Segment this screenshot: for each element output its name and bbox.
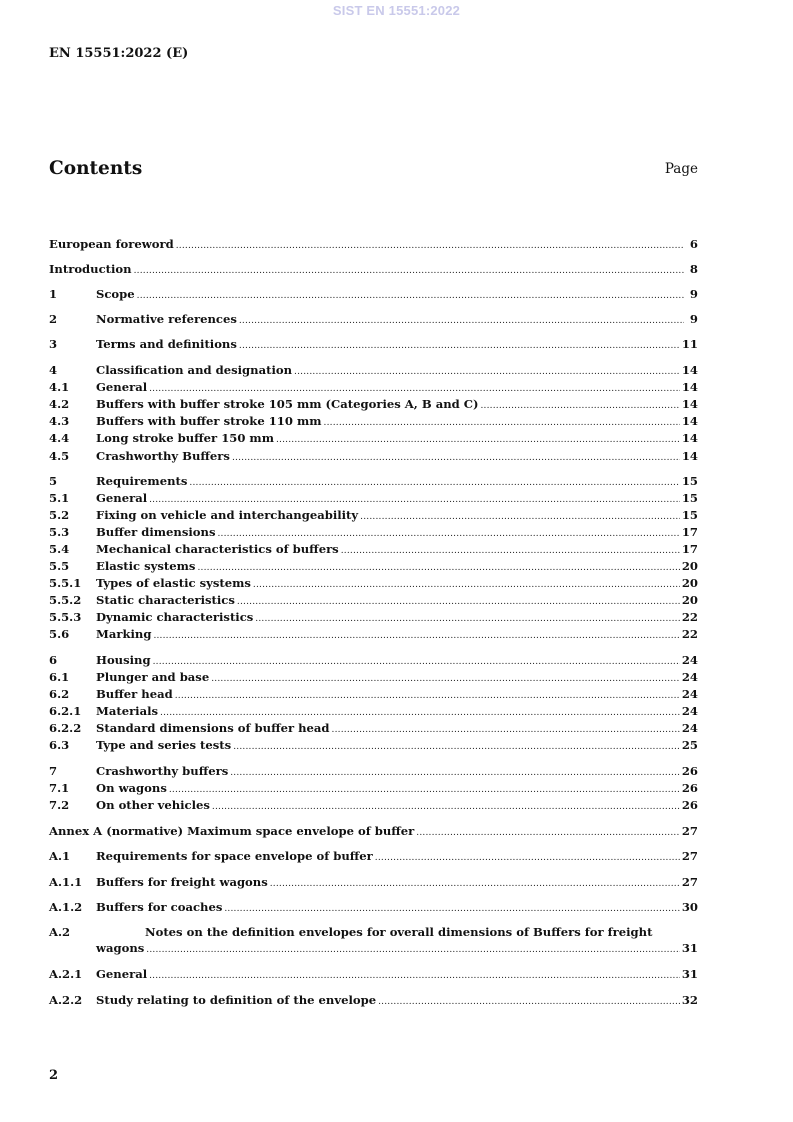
toc-leader-dots [153, 654, 680, 670]
toc-leader-dots [294, 364, 680, 380]
toc-entry-title: Buffers for freight wagons [96, 875, 268, 889]
toc-entry[interactable] [49, 992, 698, 1010]
toc-leader-dots [212, 799, 680, 815]
toc-entry[interactable] [49, 763, 698, 781]
toc-leader-dots [149, 381, 680, 397]
toc-entry-page: 14 [681, 414, 698, 428]
toc-entry-number: 6.2 [49, 687, 70, 701]
toc-entry[interactable] [49, 823, 698, 841]
toc-entry-page: 14 [681, 449, 698, 463]
toc-entry[interactable] [49, 473, 698, 491]
toc-entry-page: 15 [681, 474, 698, 488]
toc-entry-title: Introduction [49, 262, 132, 276]
toc-entry-number: 7.1 [49, 781, 70, 795]
toc-leader-dots [239, 338, 680, 354]
toc-entry-title: Buffers for coaches [96, 900, 223, 914]
toc-entry-page: 30 [681, 900, 698, 914]
toc-entry-number: 4 [49, 363, 58, 377]
toc-entry-number: 4.3 [49, 414, 70, 428]
toc-leader-dots [134, 263, 684, 279]
toc-entry-page: 26 [681, 798, 698, 812]
watermark: SIST EN 15551:2022 [332, 3, 461, 18]
toc-entry-number: A.1.1 [49, 875, 83, 889]
toc-entry-page: 32 [681, 993, 698, 1007]
toc-entry[interactable] [49, 780, 698, 798]
toc-entry-continuation [49, 940, 698, 958]
toc-entry[interactable] [49, 669, 698, 687]
toc-leader-dots [255, 611, 680, 627]
toc-entry-page: 22 [681, 610, 698, 624]
toc-entry-title: Buffers with buffer stroke 105 mm (Categories A, B and C) [96, 397, 479, 411]
toc-entry-number: A.2.1 [49, 967, 83, 981]
toc-entry[interactable] [49, 720, 698, 738]
toc-leader-dots [332, 722, 680, 738]
footer-page-number: 2 [49, 1068, 59, 1083]
toc-leader-dots [153, 628, 679, 644]
toc-entry-title: On other vehicles [96, 798, 210, 812]
toc-entry-title: Type and series tests [96, 738, 232, 752]
toc-entry-title: Crashworthy Buffers [96, 449, 230, 463]
toc-leader-dots [375, 850, 680, 866]
toc-entry-number: 5.3 [49, 525, 70, 539]
toc-entry[interactable] [49, 609, 698, 627]
toc-entry[interactable] [49, 507, 698, 525]
toc-entry-page: 14 [681, 397, 698, 411]
toc-entry-page: 31 [681, 967, 698, 981]
toc-entry[interactable] [49, 379, 698, 397]
toc-leader-dots [175, 688, 680, 704]
toc-entry-page: 15 [681, 491, 698, 505]
toc-entry-page: 31 [681, 941, 698, 955]
toc-entry-page: 15 [681, 508, 698, 522]
toc-leader-dots [324, 415, 680, 431]
toc-entry[interactable] [49, 448, 698, 466]
toc-entry[interactable] [49, 874, 698, 892]
toc-entry-title: Notes on the definition envelopes for overall dimensions of Buffers for freight [145, 925, 653, 939]
toc-entry-page: 20 [681, 576, 698, 590]
toc-entry-number: 5.2 [49, 508, 70, 522]
toc-entry-number: 5.5.2 [49, 593, 82, 607]
toc-entry[interactable] [49, 286, 698, 304]
toc-entry[interactable] [49, 490, 698, 508]
toc-entry-number: A.1.2 [49, 900, 83, 914]
toc-entry-page: 27 [681, 875, 698, 889]
toc-entry[interactable] [49, 703, 698, 721]
toc-entry-title: General [96, 491, 148, 505]
toc-entry-title: Fixing on vehicle and interchangeability [96, 508, 359, 522]
toc-entry-title: Types of elastic systems [96, 576, 251, 590]
toc-entry[interactable] [49, 797, 698, 815]
toc-entry-title: European foreword [49, 237, 174, 251]
toc-entry-page: 14 [681, 380, 698, 394]
toc-entry-page: 20 [681, 559, 698, 573]
toc-entry-title: General [96, 380, 148, 394]
toc-leader-dots [360, 509, 680, 525]
toc-entry-title: Requirements for space envelope of buffer [96, 849, 373, 863]
toc-entry-title: Annex A (normative) Maximum space envelope of buffer [49, 824, 415, 838]
toc-entry-title: Classification and designation [96, 363, 293, 377]
toc-entry-title: Buffer dimensions [96, 525, 216, 539]
toc-entry-number: 5.5.3 [49, 610, 82, 624]
toc-entry-number: A.1 [49, 849, 71, 863]
toc-entry[interactable] [49, 396, 698, 414]
toc-entry-number: 4.5 [49, 449, 70, 463]
toc-entry-title: Mechanical characteristics of buffers [96, 542, 339, 556]
toc-entry-page: 22 [681, 627, 698, 641]
toc-entry-number: 6.3 [49, 738, 70, 752]
toc-entry-number: 6 [49, 653, 58, 667]
toc-entry[interactable] [49, 430, 698, 448]
toc-entry-number: 6.1 [49, 670, 70, 684]
toc-leader-dots [137, 288, 684, 304]
toc-entry-title: Standard dimensions of buffer head [96, 721, 330, 735]
toc-leader-dots [237, 594, 680, 610]
toc-entry-title: On wagons [96, 781, 167, 795]
toc-entry-number: A.2.2 [49, 993, 83, 1007]
toc-entry-page: 25 [681, 738, 698, 752]
toc-entry-page: 9 [689, 312, 698, 326]
toc-entry-title: Long stroke buffer 150 mm [96, 431, 274, 445]
toc-leader-dots [341, 543, 680, 559]
toc-leader-dots [189, 475, 679, 491]
toc-leader-dots [197, 560, 679, 576]
toc-entry-title: Normative references [96, 312, 237, 326]
toc-entry-page: 9 [689, 287, 698, 301]
toc-entry-page: 17 [681, 525, 698, 539]
toc-entry-title: Housing [96, 653, 151, 667]
contents-title: Contents [49, 158, 143, 179]
toc-entry-page: 20 [681, 593, 698, 607]
toc-entry-page: 27 [681, 824, 698, 838]
toc-entry-page: 24 [681, 670, 698, 684]
toc-entry-title: Elastic systems [96, 559, 196, 573]
toc-entry[interactable] [49, 899, 698, 917]
toc-entry-page: 24 [681, 653, 698, 667]
toc-leader-dots [160, 705, 680, 721]
toc-entry[interactable] [49, 575, 698, 593]
toc-entry[interactable] [49, 737, 698, 755]
toc-entry-page: 6 [689, 237, 698, 251]
toc-entry[interactable] [49, 558, 698, 576]
page-column-label: Page [664, 161, 698, 177]
toc-leader-dots [176, 238, 684, 254]
toc-leader-dots [149, 968, 680, 984]
toc-entry[interactable] [49, 336, 698, 354]
toc-entry[interactable] [49, 592, 698, 610]
toc-leader-dots [270, 876, 680, 892]
toc-leader-dots [149, 492, 680, 508]
toc-entry-title: Buffers with buffer stroke 110 mm [96, 414, 322, 428]
toc-entry-page: 14 [681, 431, 698, 445]
toc-entry[interactable] [49, 311, 698, 329]
toc-entry-title: Study relating to definition of the envelope [96, 993, 377, 1007]
toc-entry-title: Static characteristics [96, 593, 235, 607]
toc-leader-dots [253, 577, 680, 593]
toc-leader-dots [481, 398, 680, 414]
toc-entry-title: Materials [96, 704, 159, 718]
toc-entry[interactable] [49, 413, 698, 431]
toc-entry[interactable] [49, 524, 698, 542]
toc-entry-number: 4.2 [49, 397, 70, 411]
toc-leader-dots [169, 782, 680, 798]
toc-entry[interactable] [49, 261, 698, 279]
toc-entry-number: 7 [49, 764, 58, 778]
toc-entry-title: Crashworthy buffers [96, 764, 229, 778]
toc-entry-number: 4.1 [49, 380, 70, 394]
toc-leader-dots [224, 901, 680, 917]
toc-entry-title: Requirements [96, 474, 188, 488]
toc-entry-page: 11 [681, 337, 698, 351]
toc-entry[interactable] [49, 362, 698, 380]
toc-entry-page: 8 [689, 262, 698, 276]
toc-entry-page: 14 [681, 363, 698, 377]
toc-entry-page: 24 [681, 687, 698, 701]
toc-entry[interactable] [49, 848, 698, 866]
toc-leader-dots [232, 450, 680, 466]
toc-entry-number: 5.6 [49, 627, 70, 641]
toc-entry-title: wagons [96, 941, 145, 955]
toc-entry-title: General [96, 967, 148, 981]
toc-leader-dots [146, 942, 680, 958]
toc-leader-dots [239, 313, 684, 329]
toc-leader-dots [276, 432, 680, 448]
toc-leader-dots [233, 739, 680, 755]
toc-entry[interactable] [49, 626, 698, 644]
toc-entry-title: Terms and definitions [96, 337, 237, 351]
toc-entry-number: 5 [49, 474, 58, 488]
toc-entry[interactable] [49, 236, 698, 254]
toc-entry[interactable] [49, 652, 698, 670]
toc-leader-dots [217, 526, 679, 542]
toc-leader-dots [416, 825, 680, 841]
toc-entry-title: Marking [96, 627, 152, 641]
document-id: EN 15551:2022 (E) [49, 46, 189, 61]
toc-entry-title: Plunger and base [96, 670, 210, 684]
toc-entry-number: 3 [49, 337, 58, 351]
toc-entry-number: 5.4 [49, 542, 70, 556]
toc-entry-number: 7.2 [49, 798, 70, 812]
toc-entry-number: 6.2.1 [49, 704, 82, 718]
toc-entry-page: 24 [681, 721, 698, 735]
toc-entry-number: 5.5 [49, 559, 70, 573]
toc-entry-number: 4.4 [49, 431, 70, 445]
toc-entry-number: A.2 [49, 925, 71, 939]
toc-entry-number: 6.2.2 [49, 721, 82, 735]
toc-entry-page: 24 [681, 704, 698, 718]
toc-leader-dots [378, 994, 680, 1010]
toc-entry-title: Dynamic characteristics [96, 610, 254, 624]
toc-entry-page: 17 [681, 542, 698, 556]
toc-entry-title: Buffer head [96, 687, 173, 701]
toc-entry-number: 5.5.1 [49, 576, 82, 590]
toc-entry-number: 5.1 [49, 491, 70, 505]
toc-leader-dots [230, 765, 680, 781]
toc-entry-page: 27 [681, 849, 698, 863]
toc-entry-number: 1 [49, 287, 58, 301]
toc-entry-title: Scope [96, 287, 135, 301]
toc-leader-dots [211, 671, 680, 687]
toc-entry[interactable] [49, 966, 698, 984]
toc-entry[interactable] [49, 924, 698, 956]
toc-entry[interactable] [49, 686, 698, 704]
toc-entry[interactable] [49, 541, 698, 559]
toc-entry-page: 26 [681, 764, 698, 778]
toc-entry-page: 26 [681, 781, 698, 795]
toc-entry-number: 2 [49, 312, 58, 326]
